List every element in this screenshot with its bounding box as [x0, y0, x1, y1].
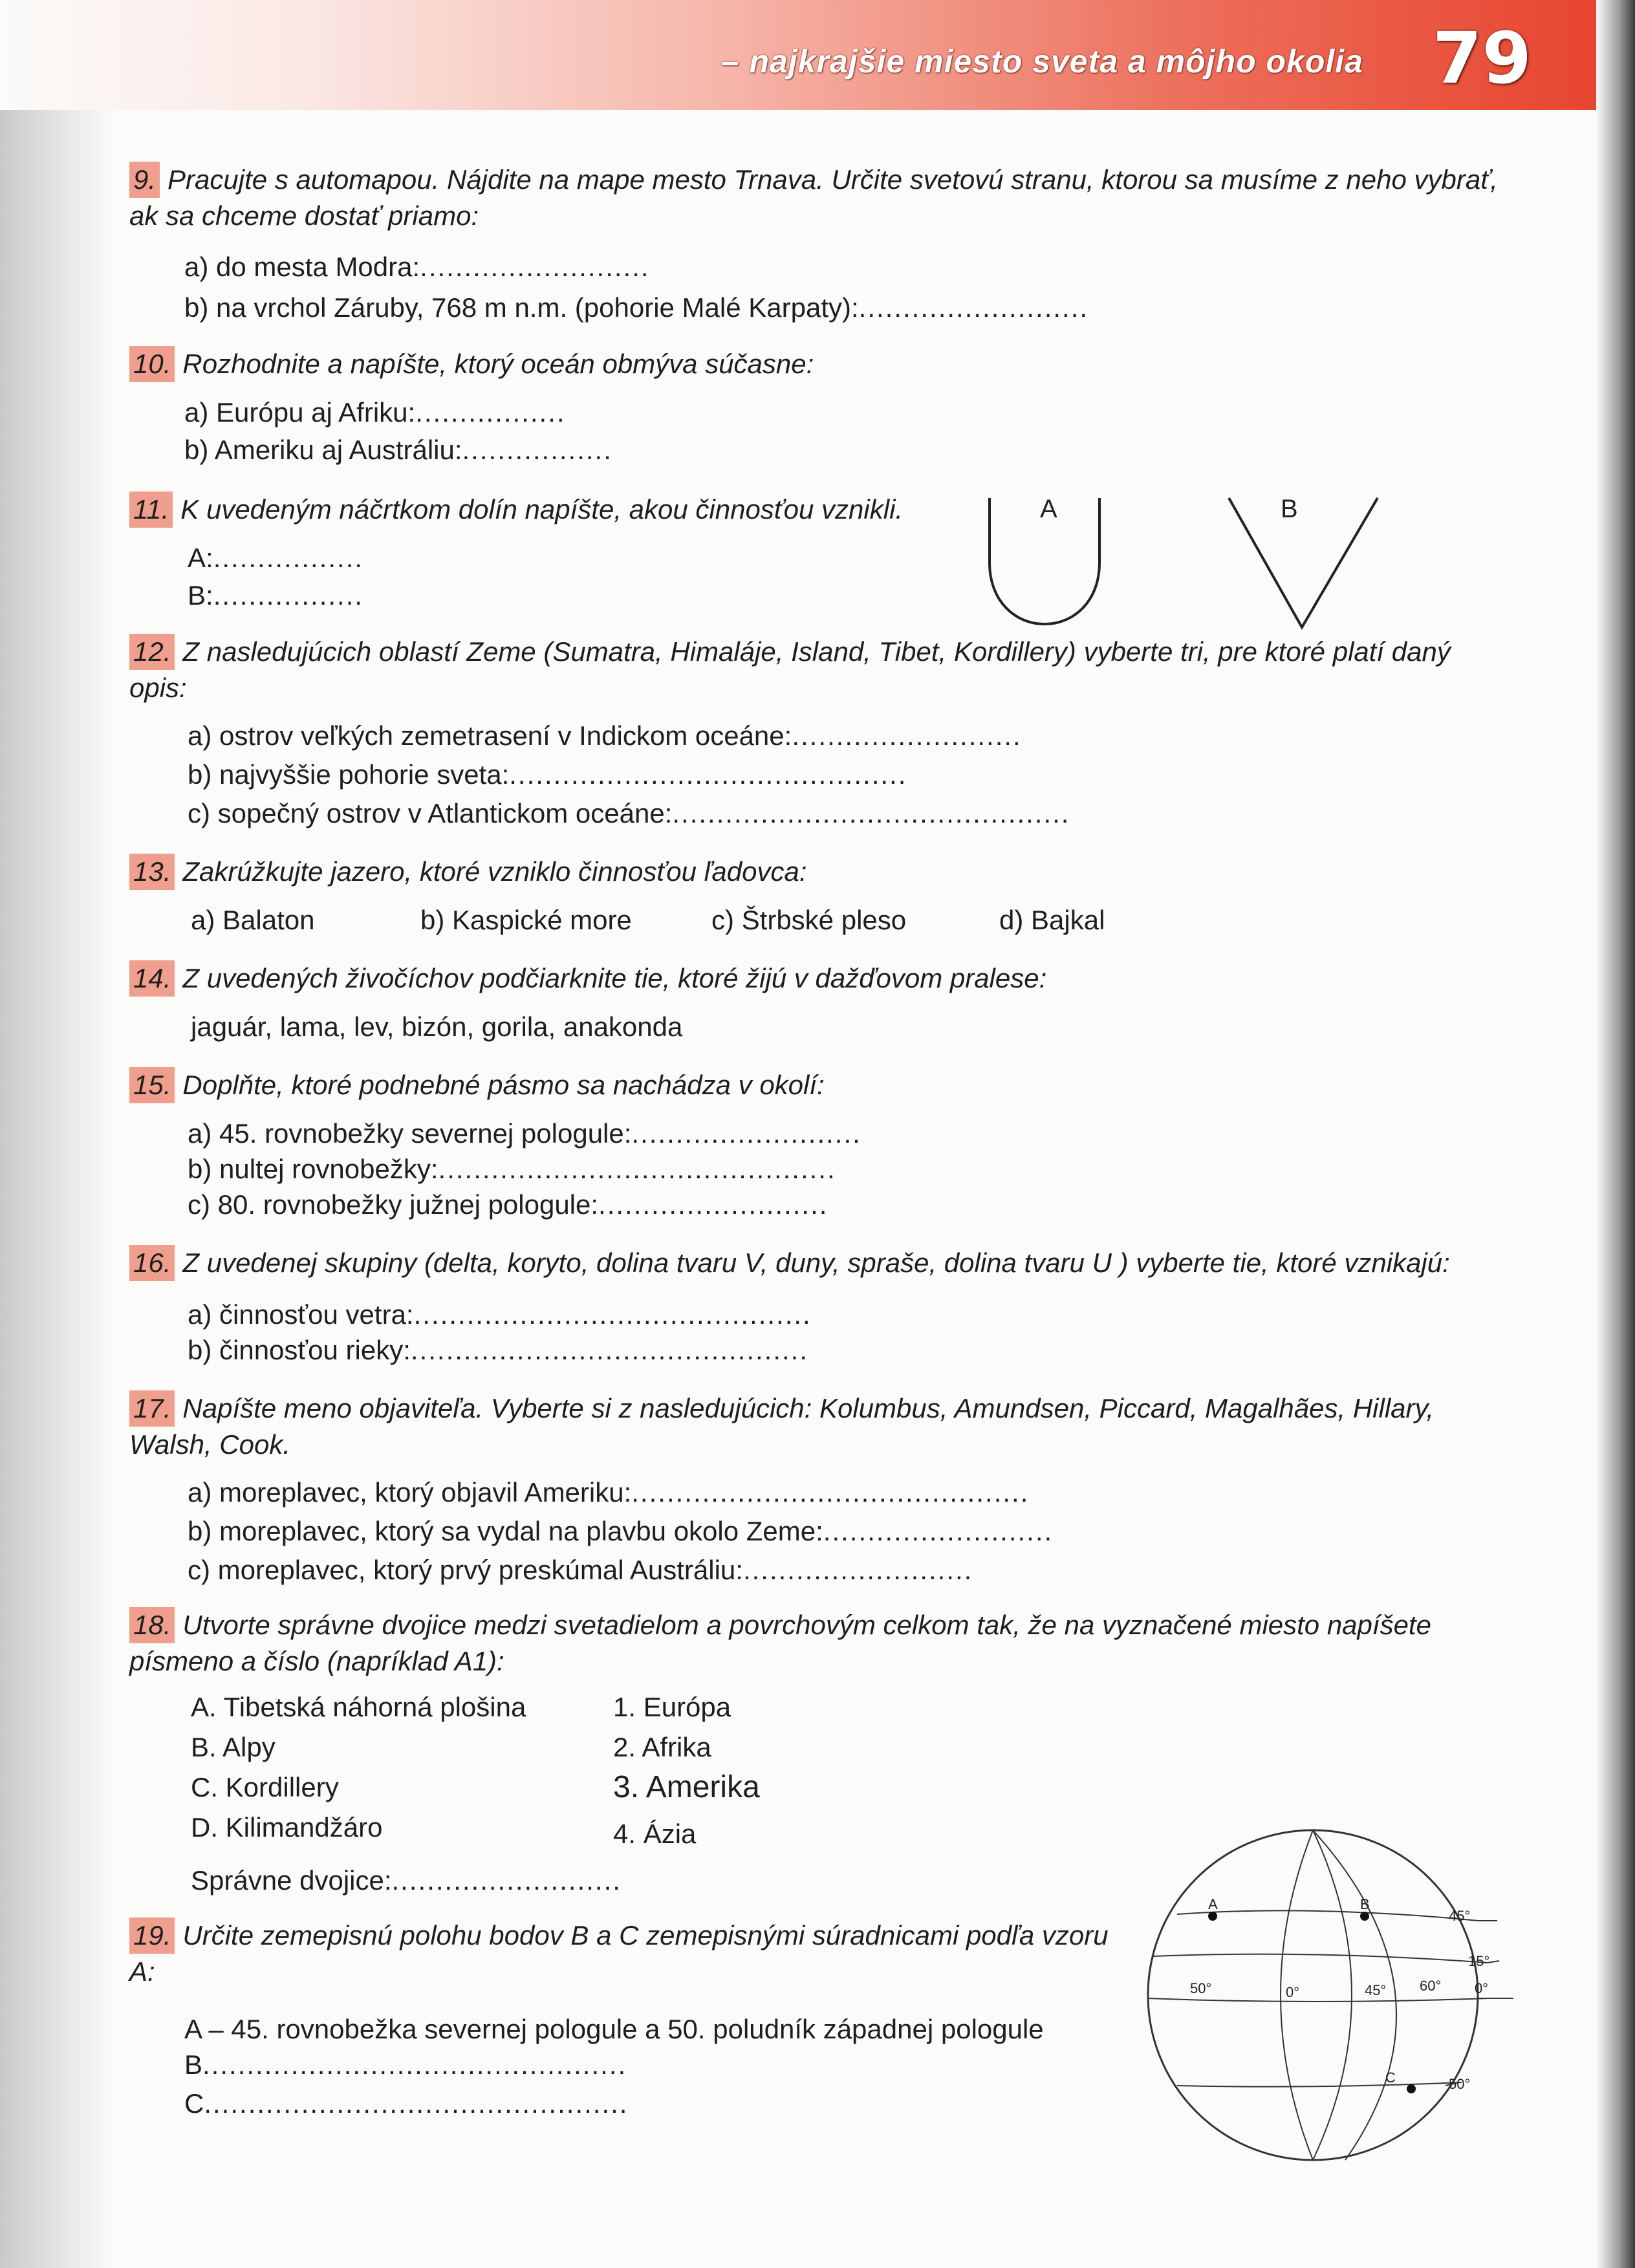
question-18: [129, 1607, 1500, 1679]
answer-row: [188, 1116, 861, 1152]
example-answer: A – 45. rovnobežka severnej pologule a 50. poludník západnej pologule: [184, 2014, 1044, 2044]
continent-4: 4. Ázia: [613, 1819, 697, 1849]
answer-row: [188, 540, 363, 576]
point-c: [1407, 2084, 1416, 2093]
option-c[interactable]: c) Štrbské pleso: [711, 905, 907, 935]
answer-label: B:: [188, 580, 213, 610]
question-14: [129, 960, 1500, 997]
question-number: 18.: [129, 1607, 175, 1643]
answer-row: [188, 757, 907, 793]
question-12: [129, 634, 1500, 706]
question-text: Z uvedených živočíchov podčiarknite tie, ktoré žijú v dažďovom pralese:: [182, 963, 1047, 993]
equator: [1148, 1998, 1488, 2002]
valley-sketches: [970, 485, 1410, 640]
page-number: 79: [1432, 17, 1532, 100]
answer-blank[interactable]: .............................................: [631, 1477, 1030, 1507]
question-number: 10.: [129, 346, 175, 382]
answer-row: [184, 2047, 627, 2083]
lat-50-label: 50°: [1449, 2076, 1471, 2092]
question-text: K uvedeným náčrtkom dolín napíšte, akou činnosťou vznikli.: [180, 494, 904, 524]
answer-row: [184, 432, 612, 468]
question-text: Pracujte s automapou. Nájdite na mape mesto Trnava. Určite svetovú stranu, ktorou sa musíme z neho vybrať, ak sa chceme dostať priamo:: [129, 164, 1498, 231]
question-number: 11.: [129, 491, 173, 528]
answer-row: [184, 290, 1088, 326]
answer-blank[interactable]: ..........................: [792, 720, 1022, 751]
answer-label: b) činnosťou rieky:: [188, 1335, 411, 1365]
option-a[interactable]: a) Balaton: [191, 905, 315, 935]
lon-50-label: 50°: [1190, 1980, 1212, 1996]
continent-2: 2. Afrika: [613, 1732, 711, 1762]
answer-row: [184, 2086, 628, 2122]
answer-label: B: [184, 2049, 203, 2080]
answer-blank[interactable]: .............................................: [672, 798, 1070, 828]
answer-row: [188, 1151, 836, 1187]
landform-a: A. Tibetská náhorná plošina: [191, 1692, 526, 1722]
answer-label: c) moreplavec, ktorý prvý preskúmal Austráliu:: [188, 1555, 743, 1585]
answer-label: b) najvyššie pohorie sveta:: [188, 759, 510, 790]
point-b: [1360, 1912, 1369, 1921]
question-19: [129, 1917, 1138, 1990]
answer-row: [188, 1513, 1053, 1550]
lat-45-label: 45°: [1449, 1908, 1471, 1924]
answer-row: [188, 1332, 808, 1368]
answer-label: b) nultej rovnobežky:: [188, 1154, 439, 1184]
point-a-label: A: [1208, 1896, 1218, 1912]
question-16: [129, 1245, 1500, 1281]
answer-label: c) sopečný ostrov v Atlantickom oceáne:: [188, 798, 673, 828]
page-edge-shadow: [1596, 0, 1635, 2268]
answer-blank[interactable]: .............................................: [410, 1335, 809, 1365]
question-number: 12.: [129, 634, 175, 670]
answer-row: [188, 1297, 812, 1333]
question-text: Z nasledujúcich oblastí Zeme (Sumatra, Himaláje, Island, Tibet, Kordillery) vyberte tri, pre ktoré platí daný opis:: [129, 636, 1451, 703]
option-b[interactable]: b) Kaspické more: [420, 905, 632, 935]
option-d[interactable]: d) Bajkal: [999, 905, 1105, 935]
lon-0-label: 0°: [1286, 1984, 1300, 2000]
answer-blank[interactable]: .............................................: [509, 759, 907, 790]
answer-row: [191, 1863, 622, 1899]
answer-blank[interactable]: ..........................: [420, 252, 650, 282]
answer-label: b) moreplavec, ktorý sa vydal na plavbu okolo Zeme:: [188, 1516, 823, 1546]
continent-3: 3. Amerika: [613, 1770, 760, 1804]
answer-blank[interactable]: ..........................: [858, 292, 1089, 323]
answer-row: [188, 1474, 1029, 1511]
answer-label: a) činnosťou vetra:: [188, 1299, 414, 1330]
answer-label: a) ostrov veľkých zemetrasení v Indickom oceáne:: [188, 720, 792, 751]
question-text: Napíšte meno objaviteľa. Vyberte si z nasledujúcich: Kolumbus, Amundsen, Piccard, Magalhães, Hillary, Walsh, Cook.: [129, 1393, 1435, 1460]
answer-blank[interactable]: ..........................: [742, 1555, 973, 1585]
parallel-45-north: [1177, 1910, 1478, 1921]
landform-c: C. Kordillery: [191, 1772, 339, 1802]
question-17: [129, 1390, 1500, 1463]
answer-label: a) do mesta Modra:: [184, 252, 420, 282]
point-b-label: B: [1360, 1896, 1370, 1912]
lon-60-label: 60°: [1420, 1978, 1442, 1994]
answer-row: [188, 718, 1022, 754]
answer-label: c) 80. rovnobežky južnej pologule:: [188, 1189, 599, 1220]
answer-blank[interactable]: .................: [415, 397, 566, 427]
question-text: Z uvedenej skupiny (delta, koryto, dolina tvaru V, duny, spraše, dolina tvaru U ) vyberte tie, ktoré vznikajú:: [182, 1247, 1450, 1278]
question-number: 19.: [129, 1917, 175, 1954]
answer-label: b) Ameriku aj Austráliu:: [184, 435, 462, 465]
valley-label-b: B: [1281, 495, 1298, 523]
question-13: [129, 854, 1500, 890]
answer-blank[interactable]: .................: [213, 580, 364, 610]
parallel-15-north: [1153, 1954, 1488, 1963]
header-banner: [0, 0, 1596, 110]
answer-blank[interactable]: ..........................: [598, 1189, 828, 1220]
answer-row: [188, 1552, 973, 1588]
header-title: – najkrajšie miesto sveta a môjho okolia: [720, 43, 1363, 80]
answer-blank[interactable]: .............................................: [413, 1299, 812, 1330]
continent-1: 1. Európa: [613, 1692, 731, 1722]
animal-list[interactable]: jaguár, lama, lev, bizón, gorila, anakonda: [191, 1011, 683, 1042]
question-number: 16.: [129, 1245, 175, 1281]
question-text: Určite zemepisnú polohu bodov B a C zemepisnými súradnicami podľa vzoru A:: [129, 1920, 1109, 1987]
answer-row: [184, 249, 650, 285]
question-9: [129, 162, 1500, 234]
answer-label: a) moreplavec, ktorý objavil Ameriku:: [188, 1477, 632, 1507]
landform-d: D. Kilimandžáro: [191, 1812, 383, 1842]
parallel-50-south: [1177, 2082, 1462, 2087]
v-valley-shape: [1229, 498, 1378, 627]
point-a: [1208, 1912, 1217, 1921]
answer-row: [188, 1187, 828, 1223]
answer-blank[interactable]: ..........................: [823, 1516, 1054, 1546]
answer-row: [188, 795, 1070, 832]
question-text: Zakrúžkujte jazero, ktoré vzniklo činnosťou ľadovca:: [182, 856, 807, 887]
answer-blank[interactable]: ..........................: [631, 1118, 861, 1149]
lat-0-label: 0°: [1475, 1980, 1489, 1996]
question-number: 17.: [129, 1390, 175, 1427]
answer-row: [188, 578, 363, 614]
answer-blank[interactable]: .............................................: [438, 1154, 836, 1184]
lon-45-label: 45°: [1365, 1982, 1387, 1998]
meridian-0: [1313, 1830, 1352, 2160]
lat-15-label: 15°: [1468, 1953, 1490, 1969]
question-11: [129, 491, 970, 528]
question-number: 13.: [129, 854, 175, 890]
question-number: 15.: [129, 1067, 175, 1103]
answer-blank[interactable]: .................: [462, 435, 612, 465]
answer-label: a) 45. rovnobežky severnej pologule:: [188, 1118, 632, 1149]
answer-blank[interactable]: ................................................: [204, 2088, 629, 2119]
answer-label: A:: [188, 543, 213, 573]
answer-label: b) na vrchol Záruby, 768 m n.m. (pohorie Malé Karpaty):: [184, 292, 859, 323]
answer-row: [184, 394, 566, 431]
question-text: Rozhodnite a napíšte, ktorý oceán obmýva súčasne:: [182, 349, 814, 379]
point-c-label: C: [1385, 2069, 1396, 2086]
question-text: Doplňte, ktoré podnebné pásmo sa nachádza v okolí:: [182, 1070, 825, 1100]
page-gutter-shadow: [0, 0, 116, 2268]
question-text: Utvorte správne dvojice medzi svetadielom a povrchovým celkom tak, že na vyznačené miesto napíšete písmeno a číslo (napríklad A1):: [129, 1610, 1431, 1676]
question-number: 14.: [129, 960, 175, 997]
question-15: [129, 1067, 1500, 1103]
answer-label: Správne dvojice:: [191, 1865, 392, 1895]
valley-label-a: A: [1040, 495, 1057, 523]
question-10: [129, 346, 1500, 382]
answer-blank[interactable]: ..........................: [391, 1865, 622, 1895]
globe-diagram: [1125, 1824, 1552, 2166]
answer-label: C: [184, 2088, 204, 2119]
landform-b: B. Alpy: [191, 1732, 276, 1762]
question-number: 9.: [129, 162, 160, 198]
answer-blank[interactable]: .................: [213, 543, 364, 573]
answer-label: a) Európu aj Afriku:: [184, 397, 416, 427]
answer-blank[interactable]: ................................................: [202, 2049, 627, 2080]
